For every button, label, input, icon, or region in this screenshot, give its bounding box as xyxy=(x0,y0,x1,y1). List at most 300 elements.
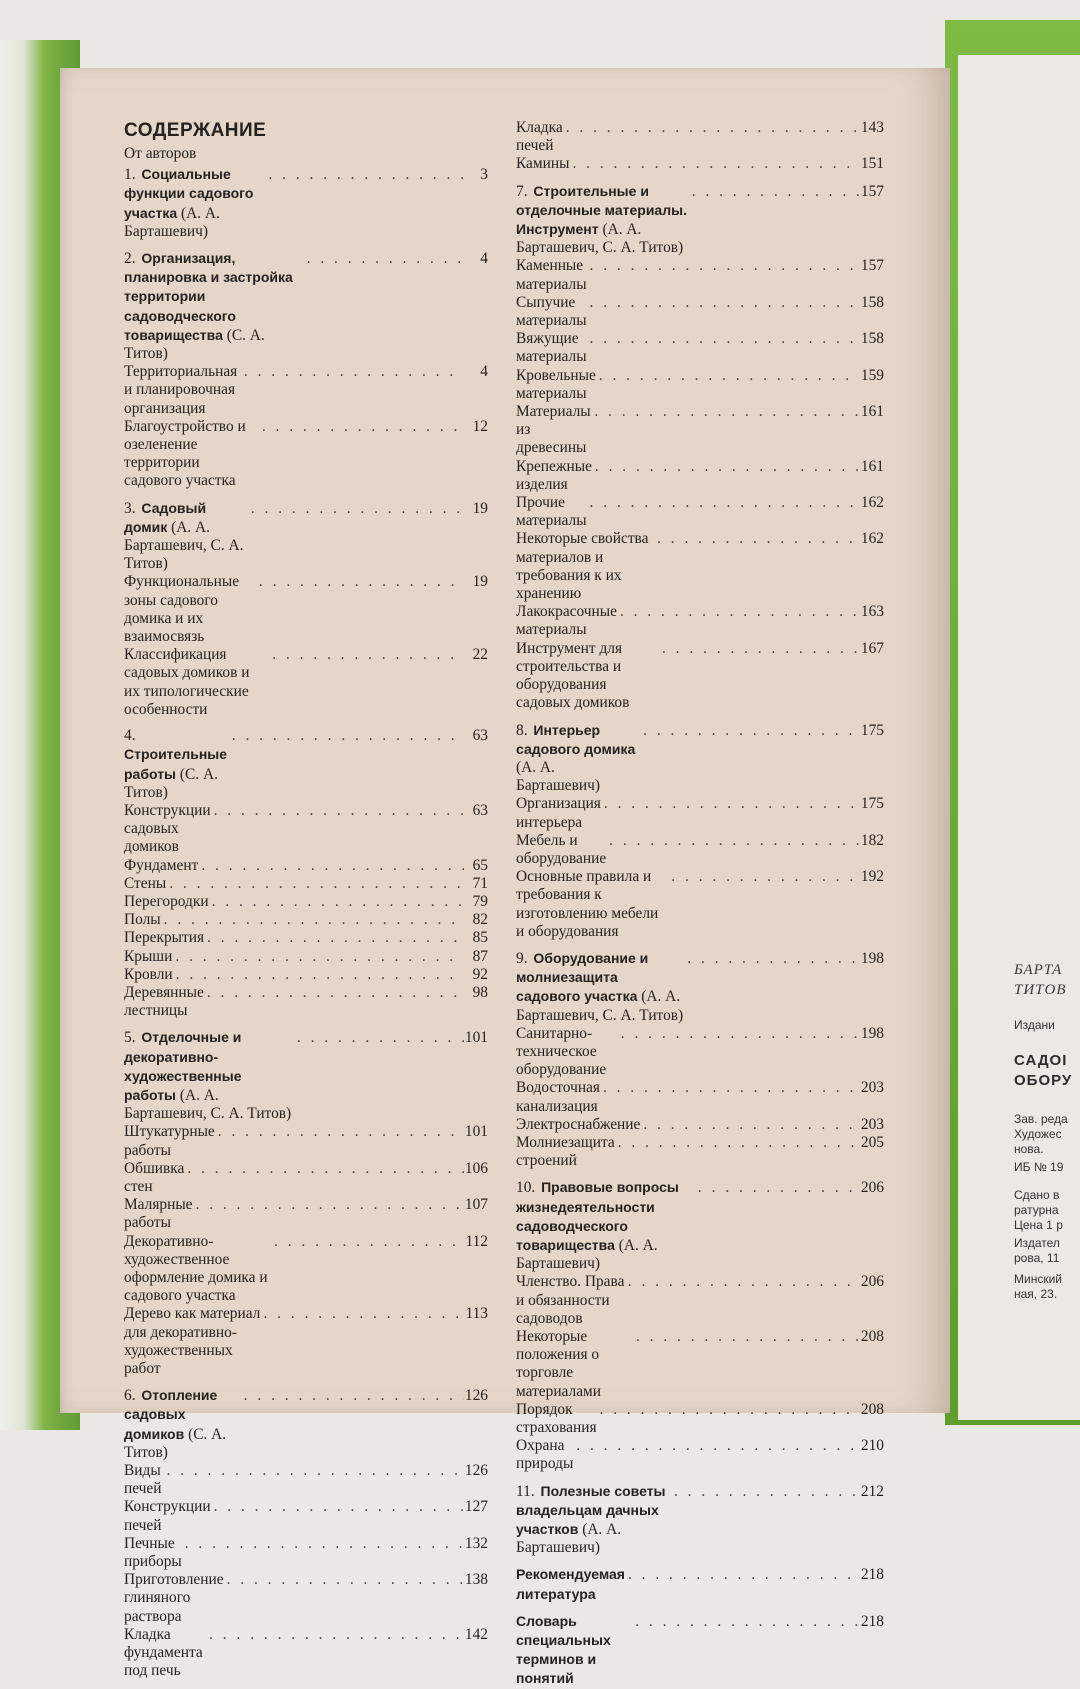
item-title: Декоративно-художественное оформление домика и садового участка xyxy=(124,1232,268,1305)
toc-item xyxy=(516,330,884,366)
toc-chapter xyxy=(124,499,488,574)
imprint-line: нова. xyxy=(1014,1142,1044,1156)
dot-leader xyxy=(597,1401,860,1419)
page-number: 106 xyxy=(464,1159,488,1177)
page-number: 175 xyxy=(860,721,884,739)
item-title: Сыпучие материалы xyxy=(516,293,587,330)
item-title: Полы xyxy=(124,911,161,929)
item-title: Материалы из древесины xyxy=(516,403,591,457)
page-number: 142 xyxy=(464,1625,488,1643)
toc-line xyxy=(516,1328,884,1401)
toc-item xyxy=(516,403,884,458)
toc-item xyxy=(516,119,884,155)
page-number: 203 xyxy=(860,1115,884,1133)
toc-item xyxy=(516,640,884,713)
chapter-title: Отделочные и декоративно-художественные работы xyxy=(124,1029,242,1103)
dot-leader xyxy=(671,1483,860,1501)
toc-item xyxy=(516,1273,884,1328)
toc-text xyxy=(516,640,659,713)
toc-item xyxy=(124,1160,488,1196)
toc-item xyxy=(124,857,488,875)
page-number: 3 xyxy=(480,166,488,184)
toc-item xyxy=(516,1134,884,1170)
dot-leader xyxy=(211,1498,464,1516)
toc-title: СОДЕРЖАНИЕ xyxy=(124,120,267,141)
imprint-line: Цена 1 р xyxy=(1014,1218,1063,1232)
toc-line xyxy=(124,499,488,574)
toc-text xyxy=(516,1328,633,1401)
toc-chapter xyxy=(124,727,488,802)
toc-item xyxy=(124,1571,488,1626)
toc-line xyxy=(124,1196,488,1232)
item-title: Порядок страхования xyxy=(516,1400,597,1437)
toc-line xyxy=(124,249,488,363)
toc-text xyxy=(124,1196,193,1232)
dot-leader xyxy=(659,640,860,658)
item-title: Благоустройство и озеленение территории садового участка xyxy=(124,417,246,490)
dot-leader xyxy=(211,802,464,820)
dot-leader xyxy=(182,1535,464,1553)
toc-line xyxy=(516,603,884,639)
toc-left-column xyxy=(124,120,488,1680)
page-number: 12 xyxy=(472,417,488,435)
page-number: 79 xyxy=(472,892,488,910)
dot-leader xyxy=(259,418,464,436)
page-number: 157 xyxy=(860,182,884,200)
item-title: Кладка фундамента под печь xyxy=(124,1625,203,1680)
item-title: Некоторые свойства материалов и требования к их хранению xyxy=(516,530,649,603)
item-title: Перегородки xyxy=(124,892,209,910)
page-number: 82 xyxy=(472,911,488,929)
toc-line xyxy=(516,1079,884,1115)
chapter-author: (А. А. Барташевич, С. А. Титов) xyxy=(124,518,244,573)
toc-item xyxy=(516,832,884,868)
imprint-line: Сдано в xyxy=(1014,1188,1060,1202)
dot-leader xyxy=(654,530,860,548)
toc-text xyxy=(516,403,591,458)
toc-item xyxy=(124,929,488,947)
toc-line xyxy=(124,1123,488,1159)
item-title: Санитарно-техническое оборудование xyxy=(516,1024,607,1079)
page-number: 126 xyxy=(464,1462,488,1480)
dot-leader xyxy=(617,603,860,621)
item-title: Членство. Права и обязанности садоводов xyxy=(516,1273,625,1327)
toc-item xyxy=(124,966,488,984)
chapter-number: 5. xyxy=(124,1029,136,1047)
dot-leader xyxy=(173,966,464,984)
toc-item xyxy=(124,418,488,491)
page-number: 63 xyxy=(472,801,488,819)
page-number: 132 xyxy=(464,1534,488,1552)
toc-chapter xyxy=(124,1386,488,1462)
toc-item xyxy=(516,1328,884,1401)
item-title: Прочие материалы xyxy=(516,494,587,530)
chapter-number: 6. xyxy=(124,1387,136,1405)
page-number: 198 xyxy=(860,1024,884,1042)
chapter-title: Социальные функции садового участка xyxy=(124,166,254,221)
page-number: 92 xyxy=(472,965,488,983)
page-number: 161 xyxy=(860,457,884,475)
chapter-number: 7. xyxy=(516,182,528,200)
dot-leader xyxy=(587,494,860,512)
dot-leader xyxy=(248,500,464,518)
page-number: 210 xyxy=(860,1437,884,1455)
page-number: 192 xyxy=(860,868,884,886)
toc-line xyxy=(124,573,488,646)
page-number: 4 xyxy=(480,363,488,381)
page-number: 71 xyxy=(472,874,488,892)
toc-text xyxy=(124,363,241,418)
chapter-number: 3. xyxy=(124,499,136,517)
from-authors: От авторов xyxy=(124,145,197,162)
item-title: Деревянные лестницы xyxy=(124,983,204,1020)
toc-text xyxy=(516,1178,695,1273)
toc-line xyxy=(124,363,488,418)
dot-leader xyxy=(569,155,860,173)
toc-line xyxy=(124,929,488,947)
dot-leader xyxy=(271,1233,464,1251)
toc-line xyxy=(124,875,488,893)
toc-line xyxy=(516,949,884,1025)
toc-line xyxy=(124,948,488,966)
chapter-number: 4. xyxy=(124,727,136,745)
chapter-title: Правовые вопросы жизнедеятельности садоводческого товарищества xyxy=(516,1179,679,1253)
dot-leader xyxy=(615,1134,860,1152)
dot-leader xyxy=(632,1613,860,1631)
toc-chapter xyxy=(516,1482,884,1558)
page-number: 151 xyxy=(860,155,884,173)
toc-line xyxy=(516,458,884,494)
toc-line xyxy=(124,1498,488,1534)
toc-line xyxy=(124,802,488,857)
toc-text xyxy=(516,294,587,330)
page-number: 163 xyxy=(860,603,884,621)
item-title: Электроснабжение xyxy=(516,1115,641,1133)
toc-item xyxy=(516,603,884,639)
toc-text xyxy=(124,802,211,857)
toc-line xyxy=(516,330,884,366)
toc-text xyxy=(516,721,640,796)
item-title: Крыши xyxy=(124,947,173,965)
toc-chapter xyxy=(124,165,488,241)
toc-text xyxy=(124,646,269,719)
toc-text xyxy=(516,155,569,173)
toc-line xyxy=(124,966,488,984)
chapter-author: (С. А. Титов) xyxy=(124,1425,227,1461)
dot-leader xyxy=(260,1305,464,1323)
chapter-title: Строительные и отделочные материалы. Инструмент xyxy=(516,182,687,238)
dot-leader xyxy=(695,1179,860,1197)
toc-item xyxy=(124,948,488,966)
item-title: Классификация садовых домиков и их типологические особенности xyxy=(124,646,250,718)
dot-leader xyxy=(633,1328,860,1346)
toc-item xyxy=(124,363,488,418)
toc-line xyxy=(124,984,488,1020)
toc-text xyxy=(124,1305,260,1378)
page-number: 218 xyxy=(860,1612,884,1630)
toc-text xyxy=(124,857,198,875)
item-title: Дерево как материал для декоративно-художественных работ xyxy=(124,1305,261,1377)
toc-line xyxy=(516,119,884,155)
toc-line xyxy=(516,155,884,173)
toc-text xyxy=(516,367,596,403)
toc-line xyxy=(516,1612,884,1689)
toc-text xyxy=(124,875,166,893)
toc-item xyxy=(124,1196,488,1232)
toc-line xyxy=(124,1160,488,1196)
toc-text xyxy=(124,966,173,984)
dot-leader xyxy=(229,727,464,745)
toc-line xyxy=(516,530,884,603)
imprint-line: Издани xyxy=(1014,1018,1055,1032)
imprint-line: ратурна xyxy=(1014,1203,1059,1217)
toc-item xyxy=(124,1305,488,1378)
toc-text xyxy=(124,1233,271,1306)
toc-chapter xyxy=(516,949,884,1025)
page-number: 65 xyxy=(472,856,488,874)
imprint-line: БАРТА xyxy=(1014,962,1063,978)
toc-text xyxy=(124,929,204,947)
toc-line xyxy=(516,1401,884,1437)
item-title: Мебель и оборудование xyxy=(516,831,607,867)
toc-text xyxy=(124,499,248,574)
toc-text xyxy=(124,1626,206,1681)
imprint-line: Минский xyxy=(1014,1272,1062,1286)
dot-leader xyxy=(166,875,464,893)
item-title: Стены xyxy=(124,874,167,892)
chapter-number: 9. xyxy=(516,949,528,967)
item-title: Кладка печей xyxy=(516,119,563,155)
toc-text xyxy=(124,893,209,911)
dot-leader xyxy=(206,1626,464,1644)
toc-line xyxy=(124,165,488,241)
item-title: Охрана природы xyxy=(516,1437,574,1473)
toc-item xyxy=(124,1626,488,1681)
toc-line xyxy=(124,1305,488,1378)
item-title: Камины xyxy=(516,155,570,173)
dot-leader xyxy=(172,948,464,966)
item-title: Малярные работы xyxy=(124,1196,193,1232)
page-number: 205 xyxy=(860,1133,884,1151)
toc-item xyxy=(124,1233,488,1306)
chapter-number: 2. xyxy=(124,250,136,268)
chapter-title: Организация, планировка и застройка территории садоводческого товарищества xyxy=(124,250,293,343)
toc-line xyxy=(516,1273,884,1328)
dot-leader xyxy=(625,1273,860,1291)
imprint-line: САДОІ xyxy=(1014,1052,1068,1069)
item-title: Водосточная канализация xyxy=(516,1079,600,1115)
page-number: 63 xyxy=(472,727,488,745)
toc-item xyxy=(516,294,884,330)
chapter-author: (С. А. Титов) xyxy=(124,326,265,363)
toc-chapter xyxy=(516,721,884,796)
item-title: Лакокрасочные материалы xyxy=(516,603,617,639)
toc-item xyxy=(516,1116,884,1134)
toc-text xyxy=(516,530,654,603)
dot-leader xyxy=(204,984,464,1002)
item-title: Молниезащита строений xyxy=(516,1133,615,1170)
dot-leader xyxy=(215,1123,464,1141)
dot-leader xyxy=(587,257,860,275)
toc-text xyxy=(516,1612,632,1689)
page-number: 159 xyxy=(860,366,884,384)
toc-item xyxy=(516,1401,884,1437)
toc-text xyxy=(516,603,617,639)
dot-leader xyxy=(241,1387,464,1405)
page-number: 101 xyxy=(464,1029,488,1047)
toc-text xyxy=(124,984,204,1020)
chapter-title: Полезные советы владельцам дачных участков xyxy=(516,1482,666,1538)
imprint-line: Зав. реда xyxy=(1014,1112,1068,1126)
toc-line xyxy=(516,640,884,713)
chapter-author: (А. А. Барташевич) xyxy=(516,758,600,795)
page-number: 218 xyxy=(860,1566,884,1584)
toc-line xyxy=(124,911,488,929)
toc-text xyxy=(516,1482,671,1558)
toc-line xyxy=(516,1134,884,1170)
toc-chapter xyxy=(516,182,884,258)
toc-text xyxy=(124,1160,184,1196)
page-number: 127 xyxy=(464,1498,488,1516)
page-number: 126 xyxy=(464,1387,488,1405)
item-title: Штукатурные работы xyxy=(124,1123,215,1159)
toc-item xyxy=(124,984,488,1020)
toc-line xyxy=(516,494,884,530)
dot-leader xyxy=(163,1462,464,1480)
toc-item xyxy=(124,893,488,911)
toc-text xyxy=(516,1116,640,1134)
dot-leader xyxy=(587,330,860,348)
toc-line xyxy=(516,721,884,796)
toc-text xyxy=(124,727,229,802)
toc-line xyxy=(516,367,884,403)
chapter-author: (А. А. Барташевич) xyxy=(124,204,220,240)
toc-item xyxy=(516,257,884,293)
toc-item xyxy=(124,1462,488,1498)
page-number: 198 xyxy=(860,949,884,967)
imprint-line: Художес xyxy=(1014,1127,1062,1141)
dot-leader xyxy=(668,868,860,886)
page-number: 87 xyxy=(472,947,488,965)
chapter-title: Строительные работы xyxy=(124,746,228,782)
item-title: Вяжущие материалы xyxy=(516,330,587,366)
item-title: Конструкции печей xyxy=(124,1498,211,1534)
toc-line xyxy=(516,795,884,831)
page-number: 113 xyxy=(465,1305,488,1323)
dot-leader xyxy=(591,403,860,421)
toc-item xyxy=(124,1498,488,1534)
chapter-title: Интерьер садового домика xyxy=(516,721,636,757)
toc-line xyxy=(516,1025,884,1080)
page-number: 112 xyxy=(465,1232,488,1250)
page-number: 167 xyxy=(860,639,884,657)
toc-line xyxy=(516,1482,884,1558)
dot-leader xyxy=(640,722,860,740)
chapter-author: (А. А. Барташевич) xyxy=(516,1521,622,1557)
toc-line xyxy=(516,257,884,293)
toc-text xyxy=(516,1079,600,1115)
chapter-number: 1. xyxy=(124,166,136,184)
toc-text xyxy=(516,1025,618,1080)
page-number: 175 xyxy=(860,795,884,813)
toc-line xyxy=(124,1571,488,1626)
imprint-line: ОБОРУ xyxy=(1014,1072,1073,1089)
page-number: 208 xyxy=(860,1400,884,1418)
toc-item xyxy=(124,1123,488,1159)
toc-line xyxy=(124,1626,488,1681)
toc-line xyxy=(124,418,488,491)
chapter-number: 8. xyxy=(516,721,528,739)
toc-item xyxy=(124,911,488,929)
toc-text xyxy=(516,795,601,831)
section-title: Рекомендуемая литература xyxy=(516,1566,625,1602)
dot-leader xyxy=(600,1079,860,1097)
page-number: 158 xyxy=(860,293,884,311)
item-title: Кровельные материалы xyxy=(516,366,596,402)
toc-line xyxy=(516,182,884,258)
chapter-author: (С. А. Титов) xyxy=(124,765,218,801)
imprint-line: ТИТОВ xyxy=(1014,982,1067,998)
toc-line xyxy=(516,832,884,868)
dot-leader xyxy=(269,646,464,664)
toc-chapter xyxy=(516,1612,884,1689)
item-title: Инструмент для строительства и оборудования садовых домиков xyxy=(516,639,630,712)
page-number: 162 xyxy=(860,530,884,548)
page-number: 143 xyxy=(860,119,884,136)
item-title: Функциональные зоны садового домика и их взаимосвязь xyxy=(124,573,240,646)
toc-line xyxy=(124,1028,488,1123)
toc-text xyxy=(124,418,259,491)
toc-text xyxy=(124,1123,215,1159)
toc-item xyxy=(516,1025,884,1080)
toc-text xyxy=(516,868,668,941)
toc-text xyxy=(124,911,161,929)
toc-chapter xyxy=(516,1178,884,1273)
page-number: 138 xyxy=(464,1571,488,1589)
page-number: 203 xyxy=(860,1079,884,1097)
page-number: 19 xyxy=(472,499,488,517)
toc-text xyxy=(124,948,172,966)
dot-leader xyxy=(198,857,464,875)
dot-leader xyxy=(304,250,464,268)
toc-item xyxy=(516,1437,884,1473)
page-number: 206 xyxy=(860,1179,884,1197)
dot-leader xyxy=(689,183,860,201)
chapter-author: (А. А. Барташевич, С. А. Титов) xyxy=(516,988,684,1024)
toc-text xyxy=(516,458,592,494)
dot-leader xyxy=(596,367,860,385)
page-number: 182 xyxy=(860,831,884,849)
section-title: Словарь специальных терминов и понятий xyxy=(516,1612,611,1687)
toc-line xyxy=(124,1535,488,1571)
dot-leader xyxy=(241,363,464,381)
toc-line xyxy=(124,646,488,719)
toc-left-list xyxy=(124,165,488,1680)
chapter-number: 11. xyxy=(516,1482,535,1500)
item-title: Печные приборы xyxy=(124,1534,182,1571)
toc-chapter xyxy=(124,249,488,363)
toc-item xyxy=(516,530,884,603)
toc-right-list xyxy=(516,119,884,1689)
toc-chapter xyxy=(516,1565,884,1603)
page-number: 101 xyxy=(464,1123,488,1141)
toc-line xyxy=(516,1437,884,1473)
page-number: 19 xyxy=(472,573,488,591)
page-number: 4 xyxy=(480,250,488,268)
dot-leader xyxy=(265,166,464,184)
toc-text xyxy=(124,165,265,241)
toc-text xyxy=(124,249,304,363)
